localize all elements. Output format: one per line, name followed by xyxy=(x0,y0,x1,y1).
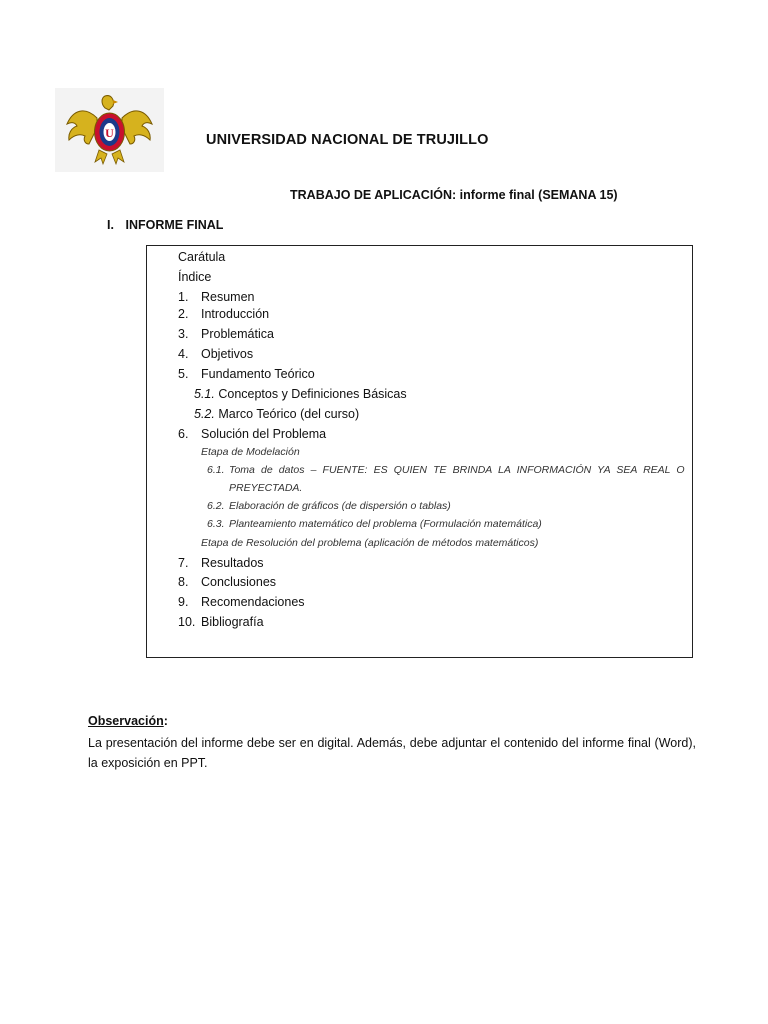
toc-subitem xyxy=(194,407,359,421)
toc-subitem-number: 6.3. xyxy=(207,518,225,530)
toc-item xyxy=(178,615,264,629)
toc-item-number: 9. xyxy=(178,595,189,609)
observation-heading xyxy=(88,714,168,728)
toc-item xyxy=(178,347,253,361)
toc-item xyxy=(178,556,264,570)
toc-item-label: Recomendaciones xyxy=(201,595,305,609)
toc-item-number: 10. xyxy=(178,615,196,629)
toc-box xyxy=(146,245,693,658)
toc-item-label: Solución del Problema xyxy=(201,427,327,441)
toc-item-number: 6. xyxy=(178,427,189,441)
toc-subitem-label: Marco Teórico (del curso) xyxy=(218,407,360,421)
toc-item-label: Objetivos xyxy=(201,347,254,361)
document-title: TRABAJO DE APLICACIÓN: informe final (SEMANA 15) xyxy=(290,188,618,202)
university-name: UNIVERSIDAD NACIONAL DE TRUJILLO xyxy=(206,132,489,148)
toc-item-label: Bibliografía xyxy=(201,615,264,629)
toc-item-label: Resultados xyxy=(201,556,264,570)
toc-item xyxy=(178,575,276,589)
university-logo xyxy=(55,88,164,172)
toc-item xyxy=(178,595,305,609)
toc-subitem-label: Elaboración de gráficos (de dispersión o tablas) xyxy=(229,500,451,512)
toc-item xyxy=(178,427,326,441)
toc-item-label: Conclusiones xyxy=(201,575,277,589)
toc-item xyxy=(178,327,274,341)
toc-item-label: Fundamento Teórico xyxy=(201,367,315,381)
toc-subitem-number: 6.2. xyxy=(207,500,225,512)
observation-colon: : xyxy=(163,714,168,728)
toc-subitem xyxy=(207,464,685,476)
toc-item-number: 1. xyxy=(178,290,189,304)
toc-item-label: Introducción xyxy=(201,307,270,321)
toc-subitem-number: 5.1. xyxy=(194,387,215,401)
toc-item xyxy=(178,290,255,304)
toc-subitem-continuation: PREYECTADA. xyxy=(229,482,303,494)
toc-index: Índice xyxy=(178,270,212,284)
toc-subitem xyxy=(194,387,407,401)
toc-item-number: 8. xyxy=(178,575,189,589)
toc-item xyxy=(178,307,269,321)
toc-subitem xyxy=(207,500,451,512)
observation-title: Observación xyxy=(88,714,164,728)
toc-subitem-number: 5.2. xyxy=(194,407,215,421)
observation-text: La presentación del informe debe ser en digital. Además, debe adjuntar el contenido del informe final (Word), la exposición en PPT. xyxy=(88,736,696,770)
toc-subitem-label: Planteamiento matemático del problema (Formulación matemática) xyxy=(229,518,542,530)
toc-item-number: 4. xyxy=(178,347,189,361)
logo-letter: U xyxy=(105,126,114,140)
toc-item-number: 2. xyxy=(178,307,189,321)
toc-subitem-label: Conceptos y Definiciones Básicas xyxy=(218,387,407,401)
toc-subitem-label: Toma de datos – FUENTE: ES QUIEN TE BRINDA LA INFORMACIÓN YA SEA REAL O xyxy=(229,464,685,476)
section-heading xyxy=(107,218,223,232)
toc-item-number: 7. xyxy=(178,556,189,570)
stage-resolution-label: Etapa de Resolución del problema (aplicación de métodos matemáticos) xyxy=(201,537,539,549)
stage-modeling-label: Etapa de Modelación xyxy=(201,446,300,458)
section-title: INFORME FINAL xyxy=(125,218,224,232)
toc-subitem xyxy=(207,518,542,530)
section-number: I. xyxy=(107,218,114,232)
toc-item-label: Resumen xyxy=(201,290,255,304)
toc-item-number: 5. xyxy=(178,367,189,381)
toc-item-label: Problemática xyxy=(201,327,274,341)
toc-item xyxy=(178,367,315,381)
toc-cover: Carátula xyxy=(178,250,226,264)
university-eagle-crest-icon xyxy=(55,88,164,172)
toc-item-number: 3. xyxy=(178,327,189,341)
toc-subitem-number: 6.1. xyxy=(207,464,225,476)
